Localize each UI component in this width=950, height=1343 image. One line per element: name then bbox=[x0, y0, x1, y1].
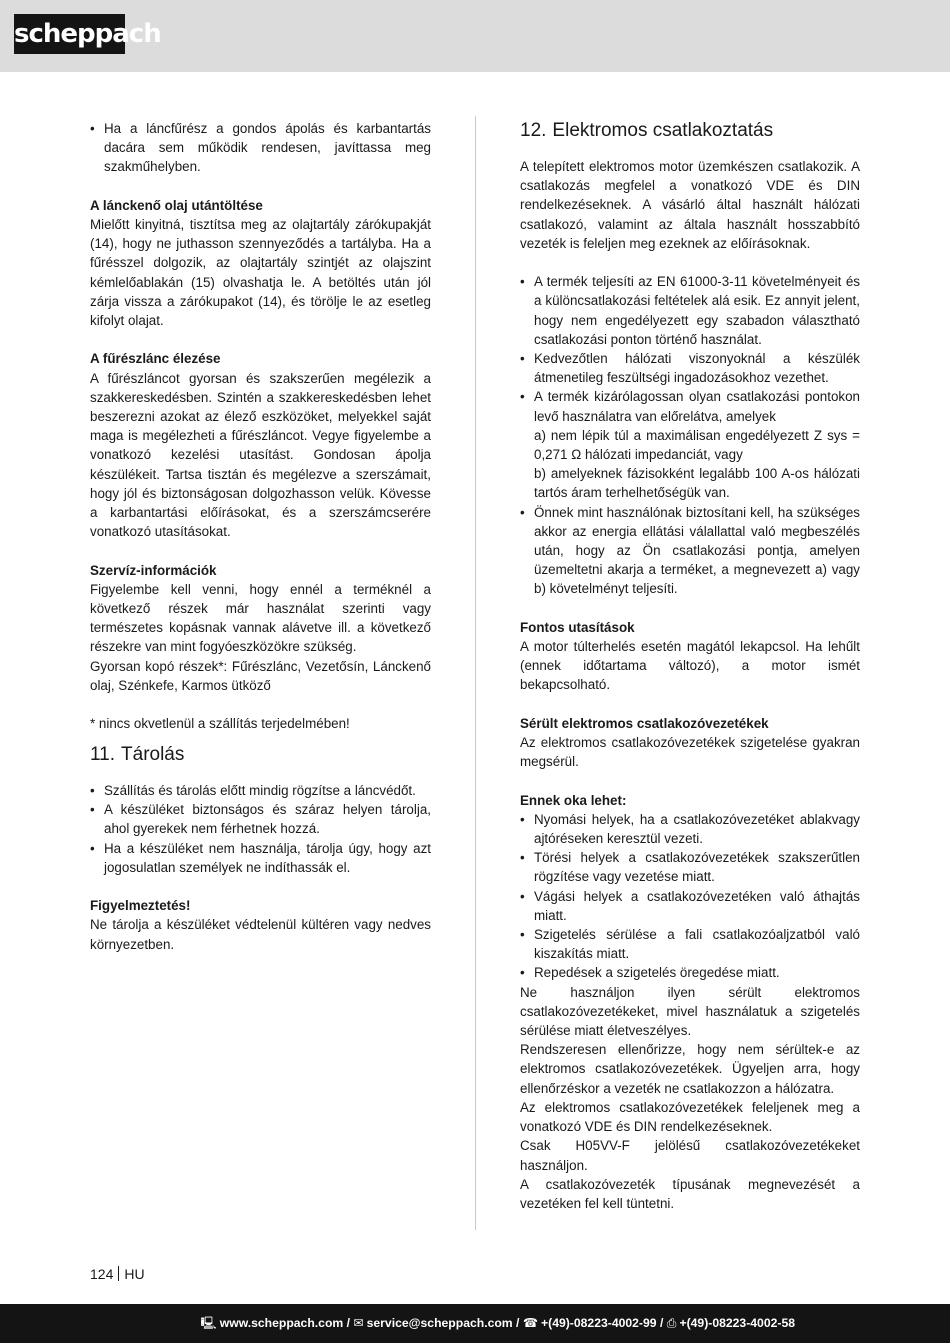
fax-icon: ⎙ bbox=[666, 1316, 677, 1330]
list-item: • A termék teljesíti az EN 61000-3-11 követelményeit és a különcsatlakozási feltételek alá esik. Ez annyit jelent, hogy nem engedélyezett egy szabadon választható csatlakozási ponton történő használat. bbox=[520, 272, 860, 349]
intro-bullet-list bbox=[90, 119, 431, 177]
warning-heading: Figyelmeztetés! bbox=[90, 898, 191, 914]
list-item: • Ha a láncfűrész a gondos ápolás és karbantartás dacára sem működik rendesen, javíttassa meg szakműhelyben. bbox=[90, 119, 431, 177]
phone-icon: ☎ bbox=[522, 1316, 539, 1330]
footer-phone: +(49)-08223-4002-99 bbox=[541, 1316, 657, 1330]
computer-icon: 🖳 bbox=[200, 1316, 217, 1330]
list-item: • Szállítás és tárolás előtt mindig rögzítse a láncvédőt. bbox=[90, 781, 431, 800]
important-text: A motor túlterhelés esetén magától lekapcsol. Ha lehűlt (ennek időtartama változó), a motor ismét bekapcsolható. bbox=[520, 639, 860, 693]
page-number-value: 124 bbox=[90, 1266, 114, 1282]
footnote: * nincs okvetlenül a szállítás terjedelmében! bbox=[90, 716, 350, 732]
footer-separator: / bbox=[346, 1316, 351, 1330]
footer-email-link[interactable]: service@scheppach.com bbox=[366, 1316, 513, 1330]
list-item bbox=[520, 387, 860, 502]
list-item: • Törési helyek a csatlakozóvezetékek szakszerűtlen rögzítése vagy vezetése miatt. bbox=[520, 848, 860, 886]
column-divider bbox=[475, 116, 476, 1230]
list-item-text: A termék kizárólagossan olyan csatlakozási pontokon levő használatra van előrelátva, amelyek bbox=[534, 389, 860, 424]
cable-paragraph: Ne használjon ilyen sérült elektromos csatlakozóvezetékeket, mivel használatuk a szigetelés sérülése miatt életveszélyes. bbox=[520, 984, 860, 1039]
oil-refill-heading: A lánckenő olaj utántöltése bbox=[90, 197, 263, 213]
wear-parts-text: Gyorsan kopó részek*: Fűrészlánc, Vezetősín, Lánckenő olaj, Szénkefe, Karmos ütköző bbox=[90, 658, 431, 693]
section-number: 11. bbox=[90, 744, 116, 766]
section-title-text: Elektromos csatlakoztatás bbox=[552, 120, 774, 141]
list-item: • Vágási helyek a csatlakozóvezetéken való áthajtás miatt. bbox=[520, 887, 860, 925]
storage-bullet-list bbox=[90, 781, 431, 877]
header-band bbox=[0, 0, 950, 72]
cable-paragraph: Rendszeresen ellenőrizze, hogy nem sérültek-e az elektromos csatlakozóvezetékek. Ügyeljen arra, hogy ellenőrzéskor a vezeték ne csatlakozzon a hálózatra. bbox=[520, 1042, 860, 1096]
damaged-cable-heading: Sérült elektromos csatlakozóvezetékek bbox=[520, 715, 769, 731]
service-info-text: Figyelembe kell venni, hogy ennél a terméknél a következő részek már használat szerinti vagy természetes kopásnak vannak alávetve ill. a következő részekre van mint fogyóeszközökre szükség. bbox=[90, 581, 431, 655]
footer-web-link[interactable]: www.scheppach.com bbox=[219, 1316, 344, 1330]
electric-intro-text: A telepített elektromos motor üzemkészen csatlakozik. A csatlakozás megfelel a vonatkozó VDE és DIN rendelkezéseknek. A vásárló által használt hálózati csatlakozó, valamint az általa használt hosszabbító vezeték is feleljen meg ezeknek az előírásoknak. bbox=[520, 159, 860, 251]
footer-separator: / bbox=[659, 1316, 664, 1330]
footer-separator: / bbox=[516, 1316, 520, 1330]
chain-sharpen-text: A fűrészláncot gyorsan és szakszerűen megélezik a szakkereskedésben. Szintén a szakkereskedésben lehet beszerezni azokat az élező eszközöket, melyekkel saját maga is megélezheti a fűrészláncot. Vegye figyelembe a vonatkozó kezelési utasítást. Gondosan ápolja készülékeit. Tartsa tisztán és megélezve a szerszámait, hogy jól és biztonságosan dolgozhasson velük. Kövesse a karbantartási előírásokat, és a szerszámcserére vonatkozó utasításokat. bbox=[90, 370, 431, 540]
page-number bbox=[90, 1265, 145, 1283]
cable-paragraph: A csatlakozóvezeték típusának megnevezését a vezetéken fel kell tüntetni. bbox=[520, 1176, 860, 1211]
section-number: 12. bbox=[520, 120, 547, 141]
condition-a: a) nem lépik túl a maximálisan engedélyezett Z sys = 0,271 Ω hálózati impedanciát, vagy bbox=[534, 427, 860, 463]
list-item: • Ha a készüléket nem használja, tárolja úgy, hogy azt jogosulatlan személyek ne indíthassák el. bbox=[90, 839, 431, 877]
list-item: • Nyomási helyek, ha a csatlakozóvezetéket ablakvagy ajtóréseken keresztül vezeti. bbox=[520, 810, 860, 848]
section-title-electric bbox=[520, 119, 860, 143]
damaged-cable-text: Az elektromos csatlakozóvezetékek szigetelése gyakran megsérül. bbox=[520, 735, 860, 770]
causes-bullet-list bbox=[520, 810, 860, 983]
important-heading: Fontos utasítások bbox=[520, 619, 635, 635]
list-item: • Repedések a szigetelés öregedése miatt. bbox=[520, 963, 860, 982]
chain-sharpen-heading: A fűrészlánc élezése bbox=[90, 351, 221, 367]
right-column bbox=[520, 119, 860, 1213]
footer-band bbox=[0, 1304, 950, 1343]
list-item: • Szigetelés sérülése a fali csatlakozóaljzatból való kiszakítás miatt. bbox=[520, 925, 860, 963]
cable-paragraph: Csak H05VV-F jelölésű csatlakozóvezetékeket használjon. bbox=[520, 1138, 860, 1173]
left-column bbox=[90, 119, 431, 954]
oil-refill-text: Mielőtt kinyitná, tisztítsa meg az olajtartály zárókupakját (14), hogy ne juthasson szennyeződés a tartályba. Ha a fűrésszel dolgozik, az olajtartály szintjét az olajszint kémlelőablakán (15) olvashatja le. A betöltés után jól zárja vissza a zárókupakot (14), és törölje le az esetleg kifolyt olajat. bbox=[90, 217, 431, 329]
causes-heading: Ennek oka lehet: bbox=[520, 792, 627, 808]
condition-b: b) amelyeknek fázisokként legalább 100 A-os hálózati tartós áram terhelhetőségük van. bbox=[534, 466, 860, 501]
list-item: • Kedvezőtlen hálózati viszonyoknál a készülék átmenetileg feszültségi ingadozásokhoz vezethet. bbox=[520, 349, 860, 387]
page-number-separator bbox=[118, 1266, 119, 1281]
list-item: • Önnek mint használónak biztosítani kell, ha szükséges akkor az energia ellátási válallattal való megbeszélés után, hogy az Ön csatlakozási pontja, amelyen üzemeltetni akarja a terméket, a megnevezett a) vagy b) követelményt teljesíti. bbox=[520, 503, 860, 599]
warning-text: Ne tárolja a készüléket védtelenül kültéren vagy nedves környezetben. bbox=[90, 917, 431, 952]
page-language: HU bbox=[124, 1266, 145, 1282]
email-icon: ✉ bbox=[353, 1316, 364, 1330]
service-info-heading: Szervíz-információk bbox=[90, 562, 217, 578]
cable-paragraph: Az elektromos csatlakozóvezetékek feleljenek meg a vonatkozó VDE és DIN rendelkezéseknek. bbox=[520, 1099, 860, 1135]
electric-bullet-list bbox=[520, 272, 860, 598]
footer-fax: +(49)-08223-4002-58 bbox=[679, 1316, 795, 1330]
scheppach-logo: scheppach bbox=[14, 14, 125, 54]
section-title-storage bbox=[90, 743, 431, 767]
section-title-text: Tárolás bbox=[121, 744, 185, 766]
list-item: • A készüléket biztonságos és száraz helyen tárolja, ahol gyerekek nem férhetnek hozzá. bbox=[90, 800, 431, 838]
